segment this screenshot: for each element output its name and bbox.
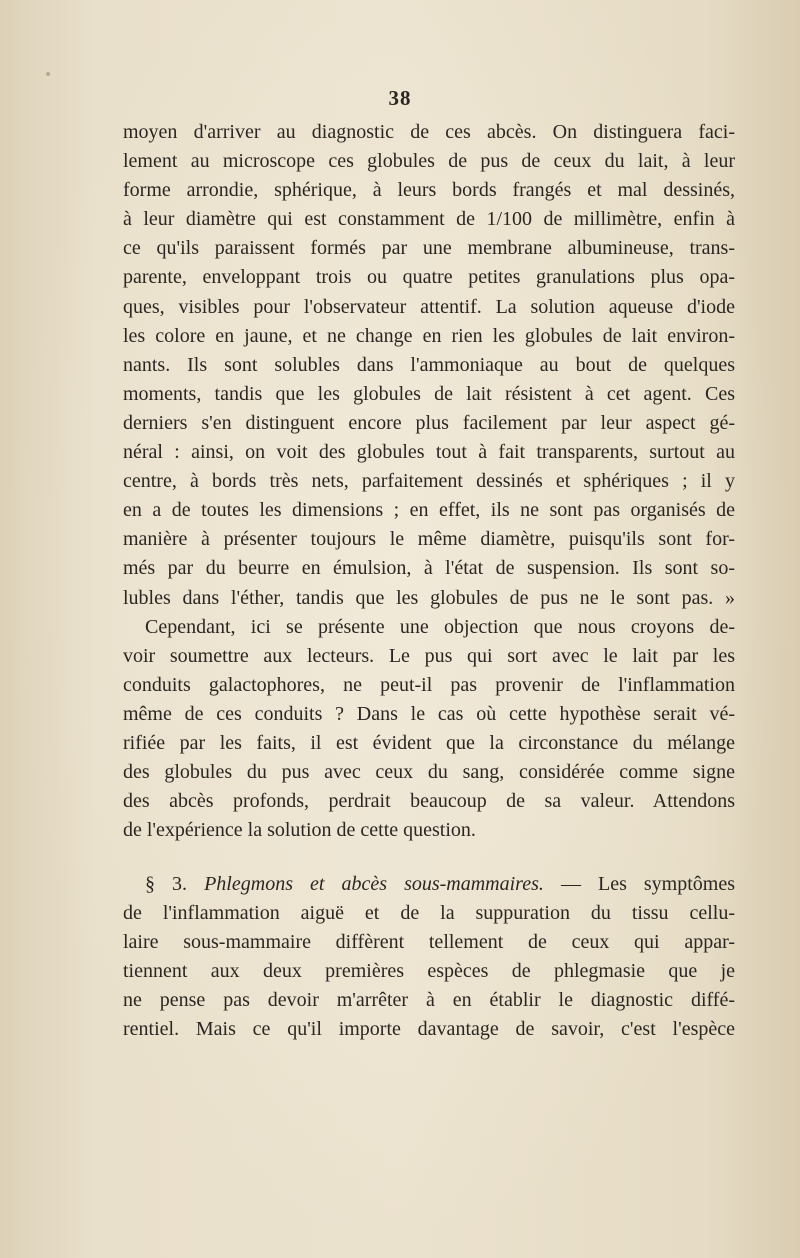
text-line: conduits galactophores, ne peut-il pas provenir de l'inflammation — [123, 673, 735, 696]
text-fragment: — Les symptômes — [560, 873, 735, 895]
section-number: § 3. — [145, 873, 188, 895]
text-line: lement au microscope ces globules de pus de ceux du lait, à leur — [123, 150, 735, 173]
text-line: des abcès profonds, perdrait beaucoup de sa valeur. Attendons — [123, 790, 735, 813]
text-line: même de ces conduits ? Dans le cas où cette hypothèse serait vé- — [123, 702, 735, 725]
text-line: de l'expérience la solution de cette question. — [123, 819, 476, 842]
text-line: lubles dans l'éther, tandis que les globules de pus ne le sont pas. » — [123, 586, 735, 609]
text-line: ne pense pas devoir m'arrêter à en établir le diagnostic diffé- — [123, 989, 735, 1012]
section-3 — [123, 870, 735, 1045]
paragraph-quote-continuation — [123, 118, 735, 613]
text-line: voir soumettre aux lecteurs. Le pus qui sort avec le lait par les — [123, 644, 735, 667]
text-line: manière à présenter toujours le même diamètre, puisqu'ils sont for- — [123, 528, 735, 551]
text-line: des globules du pus avec ceux du sang, considérée comme signe — [123, 761, 735, 784]
text-line: moments, tandis que les globules de lait résistent à cet agent. Ces — [123, 382, 735, 405]
text-line: parente, enveloppant trois ou quatre petites granulations plus opa- — [123, 266, 735, 289]
text-line: laire sous-mammaire diffèrent tellement de ceux qui appar- — [123, 931, 735, 954]
text-line: derniers s'en distinguent encore plus facilement par leur aspect gé- — [123, 411, 735, 434]
text-line: centre, à bords très nets, parfaitement dessinés et sphériques ; il y — [123, 470, 735, 493]
text-line: rifiée par les faits, il est évident que la circonstance du mélange — [123, 731, 735, 754]
page-number: 38 — [388, 86, 412, 110]
text-line: ques, visibles pour l'observateur attentif. La solution aqueuse d'iode — [123, 295, 735, 318]
text-line: de l'inflammation aiguë et de la suppuration du tissu cellu- — [123, 902, 735, 925]
paper-speck — [46, 72, 50, 76]
section-title: Phlegmons et abcès sous-mammaires. — [204, 873, 544, 895]
paragraph-objection — [123, 613, 735, 846]
main-text — [123, 118, 735, 845]
section-heading-line — [123, 870, 735, 899]
text-line: en a de toutes les dimensions ; en effet, ils ne sont pas organisés de — [123, 499, 735, 522]
text-line: rentiel. Mais ce qu'il importe davantage de savoir, c'est l'espèce — [123, 1018, 735, 1041]
text-line: nants. Ils sont solubles dans l'ammoniaque au bout de quelques — [123, 353, 735, 376]
text-line: ce qu'ils paraissent formés par une membrane albumineuse, trans- — [123, 237, 735, 260]
text-line: les colore en jaune, et ne change en rien les globules de lait environ- — [123, 324, 735, 347]
text-line: tiennent aux deux premières espèces de phlegmasie que je — [123, 960, 735, 983]
text-line: forme arrondie, sphérique, à leurs bords frangés et mal dessinés, — [123, 179, 735, 202]
text-line: moyen d'arriver au diagnostic de ces abcès. On distinguera faci- — [123, 121, 735, 143]
text-line: més par du beurre en émulsion, à l'état de suspension. Ils sont so- — [123, 557, 735, 580]
text-line: néral : ainsi, on voit des globules tout à fait transparents, surtout au — [123, 441, 735, 464]
text-line: à leur diamètre qui est constamment de 1/100 de millimètre, enfin à — [123, 208, 735, 231]
text-line: Cependant, ici se présente une objection que nous croyons de- — [145, 615, 735, 638]
